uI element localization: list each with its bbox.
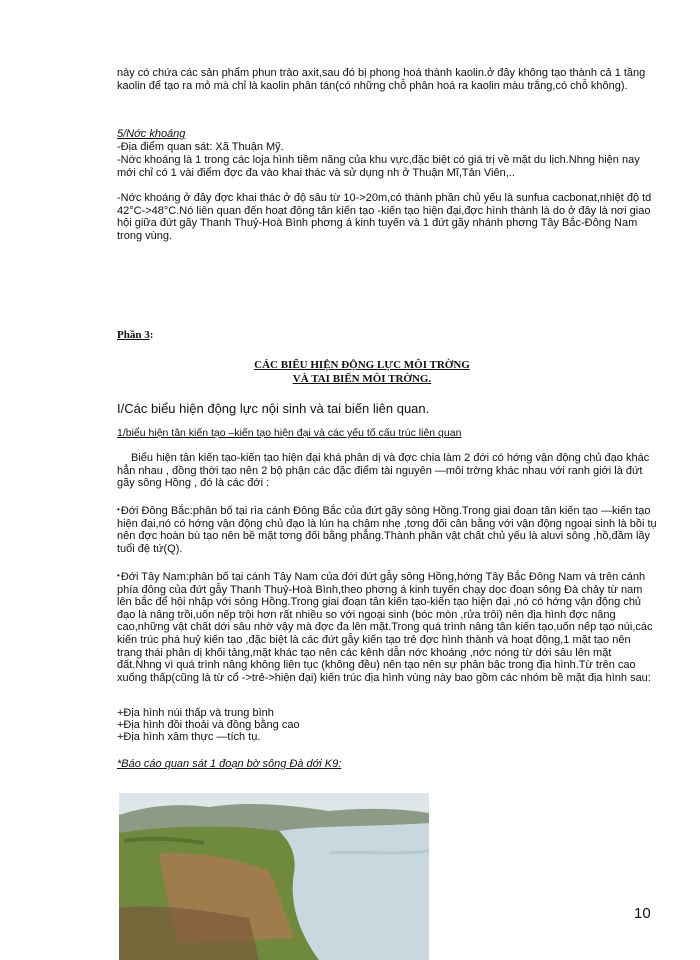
intro-paragraph: này có chứa các sản phẩm phun trào axit,sau đó bị phong hoá thành kaolin.ở đây không tạo thành cả 1 tầng kaolin để tạo ra mỏ mà chỉ là kaolin phân tán(có những chỗ phân hoá ra kaolin màu trắng,có chỗ không). [117,67,646,92]
report-note: *Báo cáo quan sát 1 đoạn bờ sông Đà dới K9: [117,758,342,770]
subsection-paragraph: Biểu hiện tân kiến tạo-kiến tạo hiện đại khá phân dị và đợc chia làm 2 đới có hớng vận động chủ đạo khác hẳn nhau , đồng thời tạo nên 2 bộ phận các đặc điểm tài nguyên —môi trờng khác nhau với ranh giới là đứt gãy sông Hồng , đó là các đới : [117,452,650,490]
zone-northeast [117,504,657,555]
river-bank-photo-image [119,793,429,960]
mineral-water-line-3: -Nớc khoáng ở đây đợc khai thác ở độ sâu từ 10->20m,có thành phần chủ yếu là sunfua cacbonat,nhiệt độ td 42°C->48°C.Nó liên quan đến hoạt động tân kiến tạo -kiến tạo hiện đại,đợc hình thành là do ở đây là nơi giao hội giữa đứt gãy Thanh Thuỷ-Hoà Bình phơng á kinh tuyến và 1 đứt gãy nhánh phơng Tây Bắc-Đông Nam trong vùng. [117,192,652,242]
part-label-text: Phần 3 [117,329,150,341]
river-bank-photo [119,793,429,960]
terrain-item: +Địa hình đồi thoải và đồng bằng cao [117,719,300,731]
chapter-title-line-2: VÀ TAI BIẾN MÔI TRỜNG. [292,373,432,385]
zone-northeast-text: Đới Đông Bắc:phân bố tại rìa cánh Đông Bắc của đứt gãy sông Hồng.Trong giai đoạn tân kiến tạo —kiến tạo hiện đại,nó có hớng vận động chủ đạo là lún hạ chậm nhẹ ,tơng đối cân bằng với vận động ngoại sinh là bồi tụ nên đợc hoàn bù tạo nên bề mặt tơng đối bằng phẳng.Thành phần vật chất chủ yếu là aluvi sông ,hồ,đầm lầy tuổi đệ tứ(Q). [117,505,657,555]
mineral-water-location: -Địa điểm quan sát: Xã Thuận Mỹ. [117,141,284,153]
chapter-title-line-1: CÁC BIỂU HIỆN ĐỘNG LỰC MÔI TRỜNG [254,359,470,371]
page-number: 10 [634,905,651,922]
photo-far-shore [329,851,429,853]
part-label-colon: : [149,329,154,341]
bullet-icon: • [117,571,120,580]
part-label [117,329,153,341]
bullet-icon: • [117,505,120,514]
zone-southwest-text: Đới Tây Nam:phân bố tại cánh Tây Nam của đới đứt gẫy sông Hồng,hớng Tây Bắc Đông Nam và trên cánh phía đông của đứt gẫy Thanh Thuỷ-Hoà Bình,theo phơng á kinh tuyến chạy dọc đoạn sông Đà chảy từ nam lên bắc để hội nhập với sông Hồng.Trong giai đoạn tân kiến tạo-kiến tạo hiện đại ,nó có hớng vận động chủ đạo là nâng trồi,uốn nếp trội hơn rất nhiều so với ngoại sinh (bóc mòn ,rửa trôi) nên địa hình đợc nâng cao,những vật chất dới sâu nhờ vậy mà đợc đa lên mặt.Trong quá trình nâng tân kiến tạo,uốn nếp tạo núi,các kiến trúc phá huỷ kiến tạo ,đặc biệt là các đứt gẫy kiến tạo trẻ đợc hình thành và hoạt động,1 mặt tạo nên trạng thái phân dị khối tảng,mặt khác tạo nên các kênh dẫn nớc khoáng ,nớc nóng từ dới sâu lên mặt đất.Nhng vì quá trình nâng không liên tục (không đều) nên tạo nên sự phân bậc trong địa hình.Từ trên cao xuống thấp(cũng là từ cổ ->trẻ->hiện đại) kiến trúc địa hình vùng này bao gồm các nhóm bề mặt địa hình sau: [117,571,653,684]
terrain-item: +Địa hình xâm thực —tích tụ. [117,731,261,743]
terrain-item: +Địa hình núi thấp và trung bình [117,707,274,719]
mineral-water-line-2: -Nớc khoáng là 1 trong các loja hình tiềm năng của khu vực,đặc biệt có giá trị về mặt du lịch.Nhng hiện nay mới chỉ có 1 vài điểm đợc đa vào khai thác và sử dụng nh ở Thuận Mĩ,Tản Viên,.. [117,154,640,179]
subsection-heading: 1/biểu hiện tân kiến tạo –kiến tạo hiện đại và các yếu tố cấu trúc liên quan [117,427,462,439]
mineral-water-heading: 5/Nớc khoáng [117,128,186,140]
zone-southwest [117,570,657,684]
section-heading: I/Các biểu hiện động lực nội sinh và tai biến liên quan. [117,401,430,416]
